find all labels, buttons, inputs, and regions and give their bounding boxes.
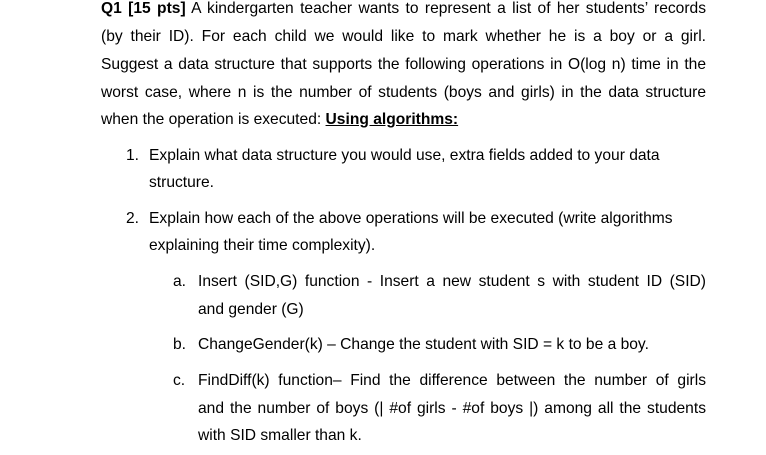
item-1-number: 1. — [126, 147, 140, 164]
subitem-a-line-1: Insert (SID,G) function - Insert a new student s with student ID (SID) — [198, 273, 706, 290]
subitem-c-letter: c. — [173, 372, 186, 389]
subitem-c-line-2: and the number of boys (| #of girls - #of boys |) among all the students — [198, 400, 706, 417]
intro-line-4: worst case, where n is the number of students (boys and girls) in the data structure — [101, 84, 706, 101]
emphasis-using-algorithms: Using algorithms: — [325, 111, 459, 128]
subitem-a-letter: a. — [173, 273, 187, 290]
item-2-line-2: explaining their time complexity). — [149, 237, 376, 254]
subitem-b-line-1: ChangeGender(k) – Change the student with SID = k to be a boy. — [198, 336, 649, 353]
item-1-line-2: structure. — [149, 174, 214, 191]
intro-line-1 — [101, 0, 706, 18]
intro-text-1: A kindergarten teacher wants to represent a list of her students’ records — [191, 0, 706, 17]
subitem-a-line-2: and gender (G) — [198, 301, 304, 318]
item-2-number: 2. — [126, 210, 140, 227]
subitem-c-line-3: with SID smaller than k. — [198, 427, 362, 444]
subitem-c-line-1: FindDiff(k) function– Find the difference between the number of girls — [198, 372, 706, 389]
subitem-b-letter: b. — [173, 336, 187, 353]
question-label: Q1 [15 pts] — [101, 0, 186, 17]
intro-line-5 — [101, 111, 458, 129]
item-1-line-1: Explain what data structure you would use, extra fields added to your data — [149, 147, 660, 164]
intro-text-5: when the operation is executed: — [101, 111, 322, 128]
intro-line-2: (by their ID). For each child we would like to mark whether he is a boy or a girl. — [101, 28, 706, 45]
item-2-line-1: Explain how each of the above operations will be executed (write algorithms — [149, 210, 673, 227]
intro-line-3: Suggest a data structure that supports the following operations in O(log n) time in the — [101, 56, 706, 73]
